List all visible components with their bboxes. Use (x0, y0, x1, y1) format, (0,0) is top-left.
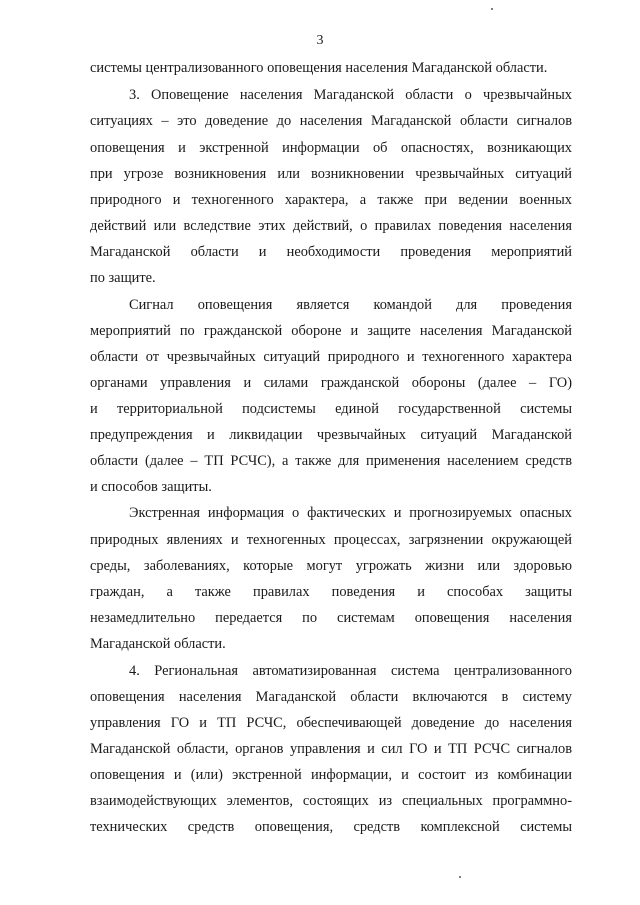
scan-speck (459, 876, 461, 878)
text-line: природных явлениях и техногенных процессах, загрязнении окружающей (90, 532, 572, 548)
text-line: системы централизованного оповещения населения Магаданской области. (90, 60, 548, 76)
text-line: граждан, а также правилах поведения и способах защиты (90, 584, 572, 600)
text-line: 3. Оповещение населения Магаданской области о чрезвычайных (129, 87, 572, 103)
text-line: ситуациях – это доведение до населения Магаданской области сигналов (90, 113, 572, 129)
text-line: мероприятий по гражданской обороне и защите населения Магаданской (90, 323, 572, 339)
text-line: взаимодействующих элементов, состоящих из специальных программно- (90, 793, 572, 809)
text-line: оповещения населения Магаданской области включаются в систему (90, 689, 572, 705)
text-line: по защите. (90, 270, 156, 286)
text-line: области от чрезвычайных ситуаций природного и техногенного характера (90, 349, 572, 365)
text-line: при угрозе возникновения или возникновении чрезвычайных ситуаций (90, 166, 572, 182)
text-line: Экстренная информация о фактических и прогнозируемых опасных (129, 505, 572, 521)
text-line: Магаданской области, органов управления и сил ГО и ТП РСЧС сигналов (90, 741, 572, 757)
text-line: оповещения и экстренной информации об опасностях, возникающих (90, 140, 572, 156)
text-line: 4. Региональная автоматизированная система централизованного (129, 663, 572, 679)
text-line: Магаданской области. (90, 636, 226, 652)
text-line: природного и техногенного характера, а также при ведении военных (90, 192, 572, 208)
scan-speck (491, 8, 493, 10)
text-line: незамедлительно передается по системам оповещения населения (90, 610, 572, 626)
text-line: органами управления и силами гражданской обороны (далее – ГО) (90, 375, 572, 391)
text-line: среды, заболеваниях, которые могут угрожать жизни или здоровью (90, 558, 572, 574)
text-line: Магаданской области и необходимости проведения мероприятий (90, 244, 572, 260)
text-line: области (далее – ТП РСЧС), а также для применения населением средств (90, 453, 572, 469)
text-line: и территориальной подсистемы единой государственной системы (90, 401, 572, 417)
text-line: действий или вследствие этих действий, о правилах поведения населения (90, 218, 572, 234)
text-line: предупреждения и ликвидации чрезвычайных ситуаций Магаданской (90, 427, 572, 443)
text-line: Сигнал оповещения является командой для проведения (129, 297, 572, 313)
text-line: оповещения и (или) экстренной информации, и состоит из комбинации (90, 767, 572, 783)
text-line: технических средств оповещения, средств комплексной системы (90, 819, 572, 835)
text-line: управления ГО и ТП РСЧС, обеспечивающей доведение до населения (90, 715, 572, 731)
text-line: и способов защиты. (90, 479, 212, 495)
page-number: 3 (316, 33, 324, 48)
